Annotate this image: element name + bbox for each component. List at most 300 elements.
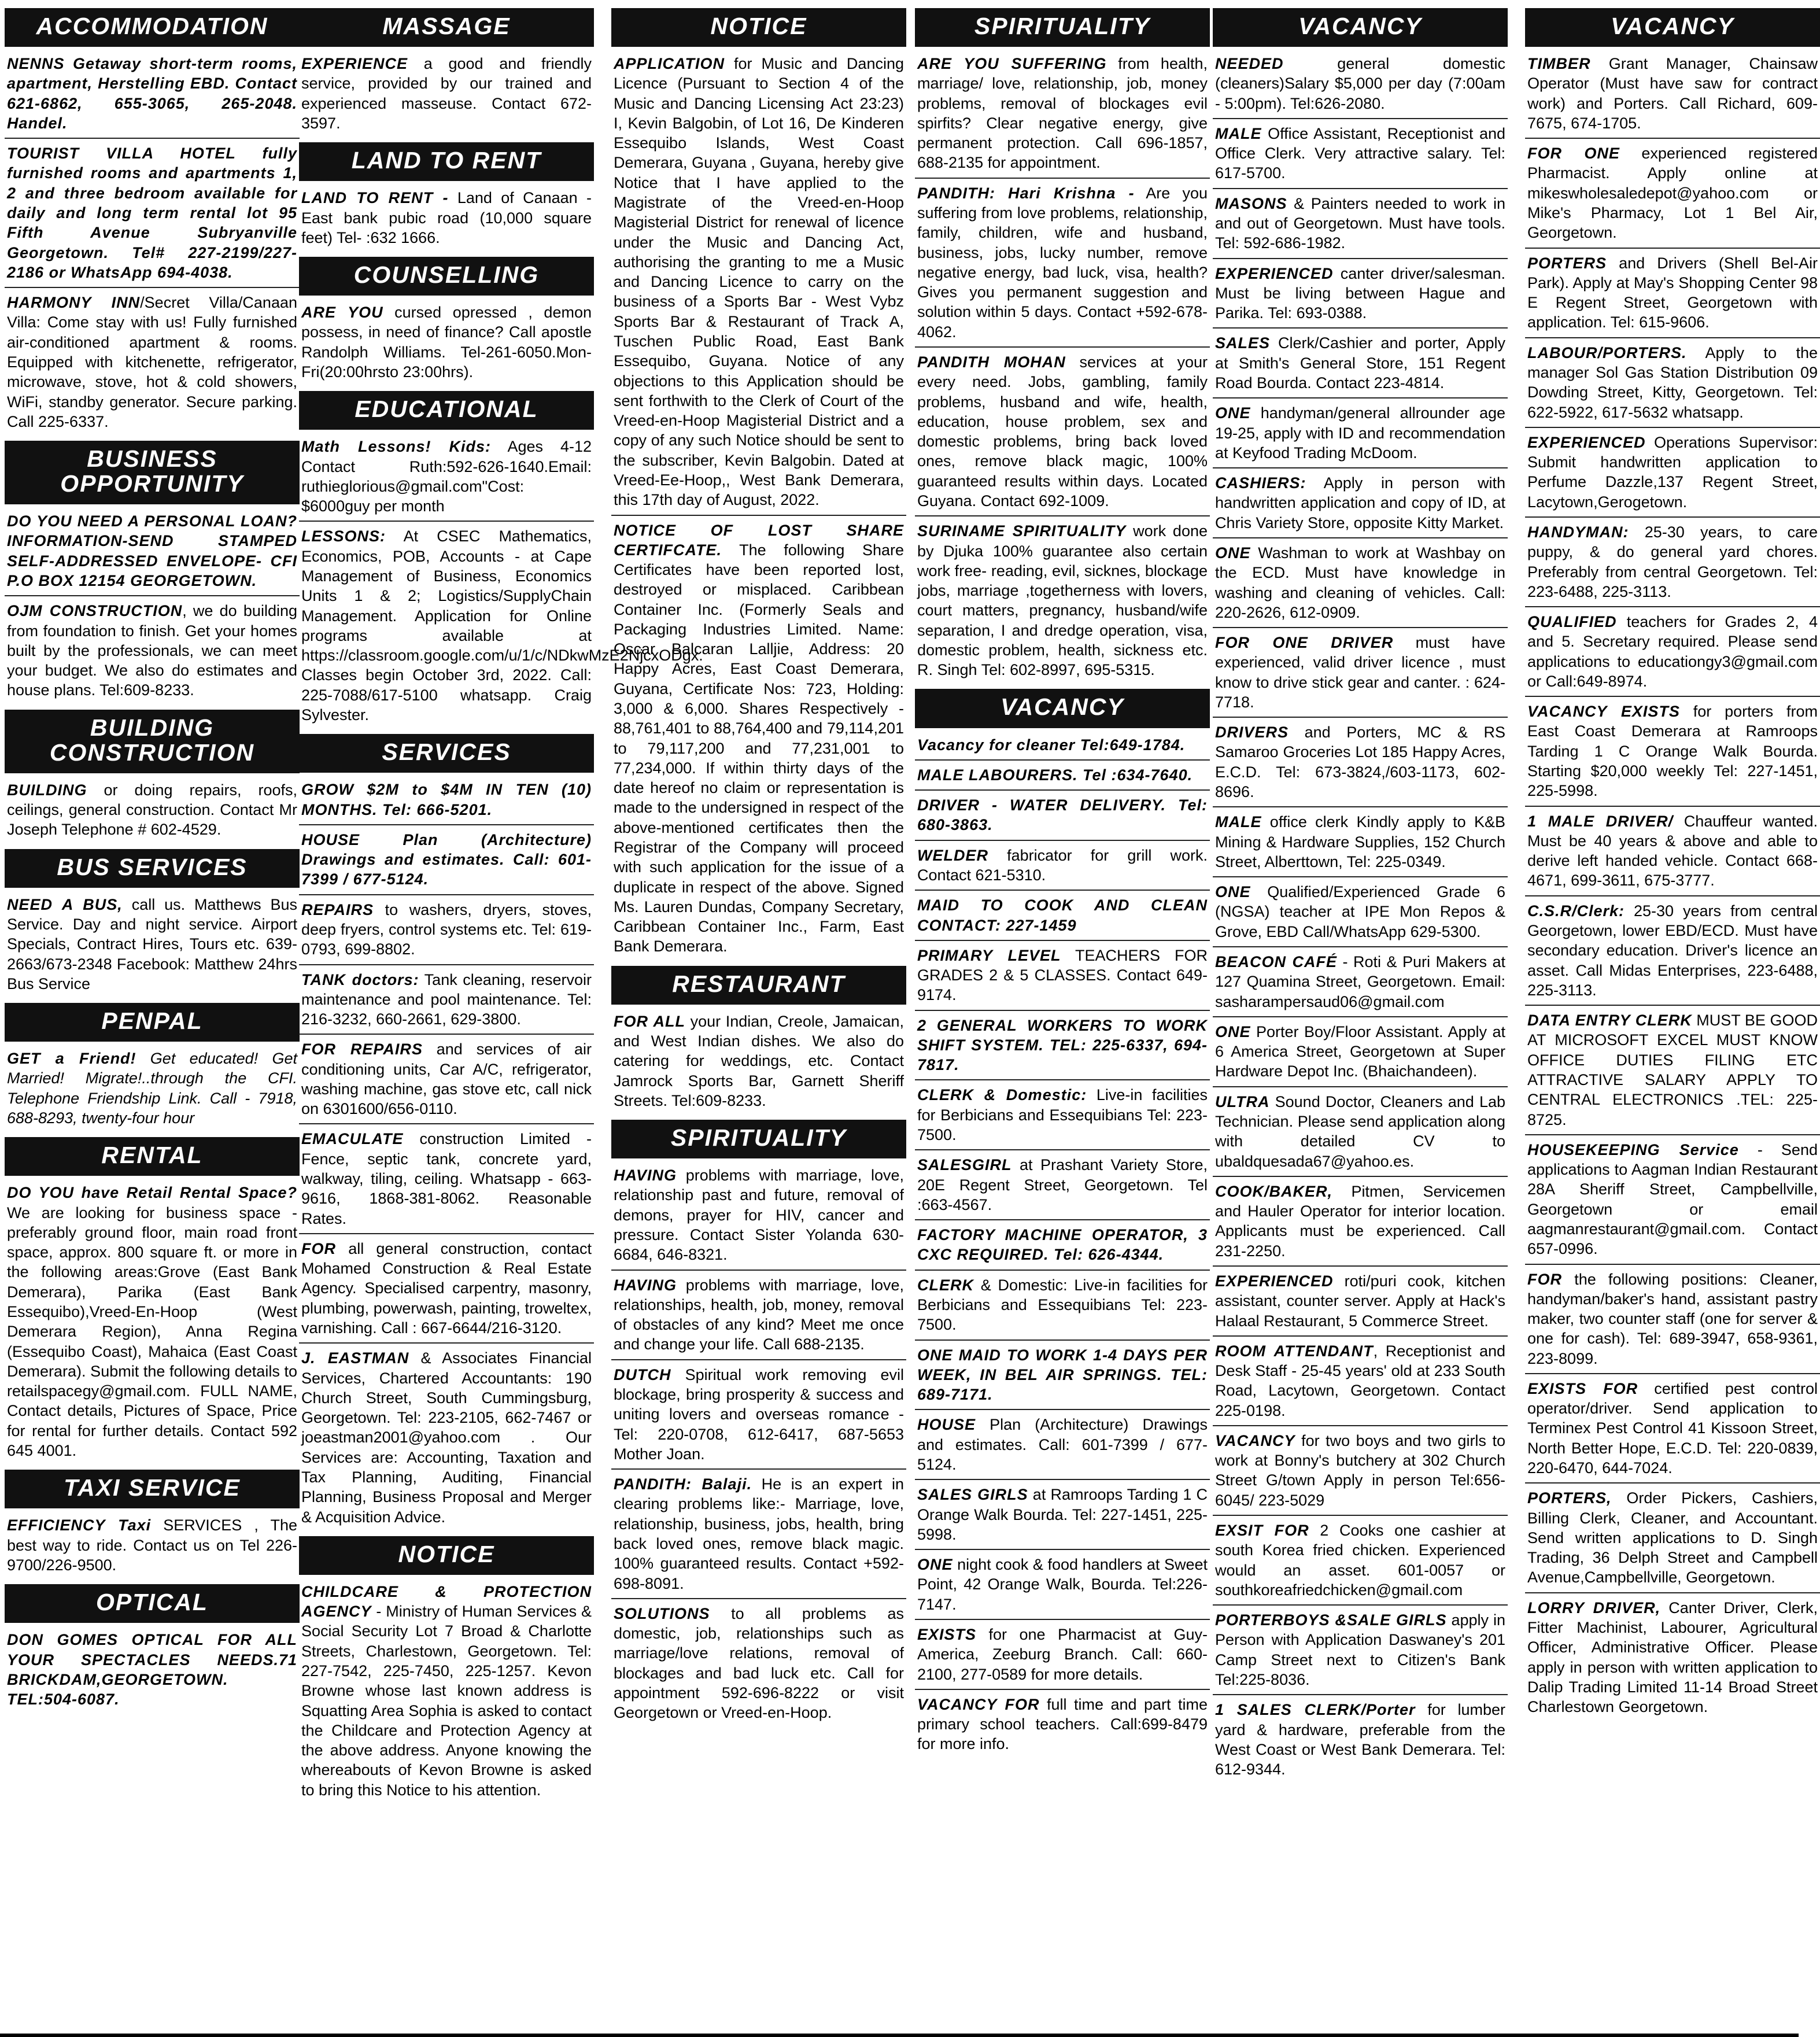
section-counselling [299, 257, 594, 386]
column-3 [611, 5, 906, 2029]
ad-keyword: DRIVERS [1215, 724, 1289, 741]
ad-body: all general construction, contact Mohamed Construction & Real Estate Agency. Specialised carpentry, masonry, plumbing, powerwash, painting, troweltex, varnishing. Call : 667-6644/216-3120. [301, 1239, 592, 1337]
ad-body: Apply in person with handwritten application and copy of ID, at Chris Variety Store, opposite Kitty Market. [1215, 474, 1505, 532]
classified-ad [915, 1344, 1210, 1411]
section-header: SERVICES [299, 734, 594, 773]
ad-body: Sound Doctor, Cleaners and Lab Technician. Please send application along with detailed CV to ubaldquesada67@yahoo.es. [1215, 1093, 1505, 1170]
ad-keyword: SURINAME SPIRITUALITY [917, 522, 1127, 540]
classified-ad [915, 764, 1210, 791]
ad-body: Spiritual work removing evil blockage, bring prosperity & success and uniting lovers and overseas romance - Tel: 220-0708, 612-6417, 687-5653 Mother Joan. [614, 1366, 904, 1463]
ad-body: a good and friendly service, provided by our trained and experienced masseuse. Contact 672-3597. [301, 55, 592, 132]
ad-body: 2 Cooks one cashier at south Korea fried chicken. Experienced would an asset. 601-0057 or southkoreafriedchicken@gmail.com [1215, 1522, 1505, 1599]
ad-keyword: BUILDING [7, 781, 87, 799]
ad-keyword: ONE [1215, 544, 1251, 562]
classified-ad [611, 519, 906, 961]
classified-ad [5, 1514, 300, 1580]
ad-keyword: DO YOU have Retail Rental Space? [7, 1184, 297, 1202]
ad-body: Ages 4-12 Contact Ruth:592-626-1640.Email: ruthieglorious@gmail.com"Cost: $6000guy per month [301, 438, 592, 515]
ad-keyword: PORTERS, [1527, 1489, 1612, 1507]
ad-body: Qualified/Experienced Grade 6 (NGSA) teacher at IPE Mon Repos & Grove, EBD Call/WhatsApp 629-5300. [1215, 883, 1505, 940]
ad-keyword: EXISTS [917, 1625, 977, 1643]
ad-keyword: MAID TO COOK AND CLEAN CONTACT: 227-1459 [917, 896, 1208, 934]
ad-keyword: VACANCY EXISTS [1527, 703, 1680, 721]
ad-keyword: ONE [1215, 404, 1251, 422]
section-header: BUSINESS OPPORTUNITY [5, 441, 300, 504]
ad-body: certified pest control operator/driver. Send application to Terminex Pest Control 41 Kissoon Street, North Better Hope, E.C.D. Tel: 220-0839, 220-6470, 644-7024. [1527, 1379, 1818, 1477]
ad-keyword: NEED A BUS, [7, 895, 123, 913]
ad-keyword: MALE [1215, 813, 1262, 831]
ad-keyword: FOR [1527, 1270, 1562, 1288]
classified-ad [299, 829, 594, 895]
ad-body: your Indian, Creole, Jamaican, and West Indian dishes. We also do catering for weddings, etc. Contact Jamrock Sports Bar, Garnett Sheriff Streets. Tel:609-8233. [614, 1012, 904, 1109]
ad-body: construction Limited - Fence, septic tank, concrete yard, walkway, tiling, ceiling. Whatsapp - 663-9616, 1868-381-8062. Reasonable Rates. [301, 1130, 592, 1227]
section-header: EDUCATIONAL [299, 391, 594, 430]
ad-body: general domestic (cleaners)Salary $5,000 per day (7:00am - 5:00pm). Tel:626-2080. [1215, 55, 1505, 112]
ad-keyword: EXPERIENCE [301, 55, 408, 73]
classified-ad [1213, 951, 1508, 1017]
ad-keyword: 1 MALE DRIVER/ [1527, 812, 1674, 830]
ad-keyword: EXISTS FOR [1527, 1379, 1638, 1397]
classified-ad [915, 844, 1210, 891]
ad-keyword: SOLUTIONS [614, 1604, 710, 1622]
section-header: VACANCY [915, 689, 1210, 728]
ad-keyword: HOUSEKEEPING Service [1527, 1141, 1739, 1158]
ad-keyword: HAVING [614, 1276, 677, 1294]
ad-body: apply in Person with Application Daswaney's 201 Camp Street next to Citizen's Bank Tel:225-8036. [1215, 1611, 1505, 1689]
ad-keyword: EXPERIENCED [1527, 433, 1646, 451]
ad-body: canter driver/salesman. Must be living between Hague and Parika. Tel: 693-0388. [1215, 264, 1505, 322]
ad-body: Plan (Architecture) Drawings and estimates. Call: 601-7399 / 677-5124. [917, 1416, 1208, 1473]
section-restaurant [611, 966, 906, 1115]
section-vacancy [1213, 8, 1508, 1784]
ad-keyword: TIMBER [1527, 55, 1591, 73]
ad-keyword: CASHIERS: [1215, 474, 1306, 492]
classified-ad [611, 1274, 906, 1360]
ad-keyword: ONE [1215, 1023, 1251, 1040]
ad-keyword: GROW $2M to $4M IN TEN (10) MONTHS. Tel: 666-5201. [301, 781, 592, 818]
ad-keyword: ONE [1215, 883, 1251, 901]
ad-keyword: COOK/BAKER, [1215, 1182, 1333, 1200]
ad-body: for two boys and two girls to work at Bonny's butchery at 302 Church Street G/town Apply in person Tel:656-6045/ 223-5029 [1215, 1431, 1505, 1509]
ad-keyword: ONE [917, 1556, 953, 1574]
ad-body: Chauffeur wanted. Must be 40 years & above and able to derive left handed vehicle. Contact 668-4671, 699-3611, 675-3777. [1527, 812, 1818, 890]
classified-ad [915, 1154, 1210, 1220]
ad-body: problems with marriage, love, relationship past and future, removal of demons, prayer for HIV, cancer and pressure. Contact Sister Yolanda 630-6684, 646-8321. [614, 1167, 904, 1264]
ad-body: Office Assistant, Receptionist and Office Clerk. Very attractive salary. Tel: 617-5700. [1215, 124, 1505, 182]
ad-body: Apply to the manager Sol Gas Station Distribution 09 Dowding Street, Kitty, Georgetown. Tel: 622-5922, 617-5632 whatsapp. [1527, 344, 1818, 421]
classified-ad [1525, 252, 1820, 338]
classified-ad [915, 53, 1210, 179]
section-header: RESTAURANT [611, 966, 906, 1005]
classified-ad [1525, 611, 1820, 697]
classified-ad [915, 944, 1210, 1011]
ad-body: SERVICES , The best way to ride. Contact us on Tel 226-9700/226-9500. [7, 1516, 297, 1574]
column-5 [1213, 5, 1508, 2029]
section-header: NOTICE [299, 1536, 594, 1575]
classified-ad [1213, 123, 1508, 189]
ad-keyword: SALES [1215, 334, 1271, 352]
column-4 [915, 5, 1210, 2029]
ad-body: to all problems as domestic, job, relationships such as marriage/love relations, removal of blockages and bad luck etc. Call for appointment 592-696-8222 or visit Georgetown or Vreed-en-Hoop. [614, 1604, 904, 1722]
classified-ad [915, 1014, 1210, 1081]
ad-body: Get educated! Get Married! Migrate!..through the CFI. Telephone Friendship Link. Call - 7918, 688-8293, twenty-four hour [7, 1050, 297, 1127]
classified-ad [1213, 1180, 1508, 1267]
classified-ad [5, 779, 300, 844]
classified-ad [915, 734, 1210, 761]
ad-body: from health, marriage/ love, relationship, job, money problems, removal of blockages evil spirfits? Clear negative energy, give permanent protection. Call 696-1857, 688-2135 for appointment. [917, 55, 1208, 172]
ad-body: Washman to work at Washbay on the ECD. Must have knowledge in washing and cleaning of vehicles. Call: 220-2626, 612-0909. [1215, 544, 1505, 621]
classified-ad [5, 1047, 300, 1132]
ad-keyword: TOURIST VILLA HOTEL fully furnished rooms and apartments 1, 2 and three bedroom available for daily and long term rental lot 95 Fifth Avenue Subryanville Georgetown. Tel# 227-2199/227-2186 or WhatsApp 694-4038. [7, 145, 297, 281]
classified-ad [5, 894, 300, 998]
ad-keyword: QUALIFIED [1527, 613, 1617, 631]
classified-ad [1525, 1487, 1820, 1593]
classified-ad [915, 1274, 1210, 1341]
ad-body: and Porters, MC & RS Samaroo Groceries Lot 185 Happy Acres, E.C.D. Tel: 673-3824,/603-1173, 602-8696. [1215, 724, 1505, 801]
section-header: SPIRITUALITY [915, 8, 1210, 47]
ad-keyword: MASONS [1215, 194, 1287, 212]
ad-keyword: EXSIT FOR [1215, 1522, 1309, 1540]
section-header: MASSAGE [299, 8, 594, 47]
classified-ad [915, 1623, 1210, 1690]
ad-keyword: DO YOU NEED A PERSONAL LOAN? INFORMATION-SEND STAMPED SELF-ADDRESSED ENVELOPE- CFI P.O BOX 12154 GEORGETOWN. [7, 512, 297, 590]
classified-ad [611, 53, 906, 515]
classified-ad [299, 1347, 594, 1532]
ad-keyword: HARMONY INN [7, 294, 141, 312]
ad-body: and services of air conditioning units, Car A/C, refrigerator, washing machine, gas stove etc, call nick on 6301600/656-0110. [301, 1040, 592, 1118]
classified-ad [1213, 53, 1508, 119]
ad-body: for one Pharmacist at Guy-America, Zeeburg Branch. Call: 660-2100, 277-0589 for more details. [917, 1625, 1208, 1683]
classified-ad [611, 1603, 906, 1728]
ad-keyword: NENNS Getaway short-term rooms, apartment, Herstelling EBD. Contact 621-6862, 655-3065, 265-2048. Handel. [7, 55, 297, 132]
classified-ad [299, 778, 594, 825]
section-header: COUNSELLING [299, 257, 594, 296]
classified-ad [5, 291, 300, 436]
classified-ad [915, 1693, 1210, 1759]
ad-keyword: ROOM ATTENDANT [1215, 1342, 1374, 1360]
classified-ad [1213, 472, 1508, 538]
classified-ad [299, 301, 594, 386]
section-taxi-service [5, 1470, 300, 1580]
classified-ad [915, 182, 1210, 348]
classified-ad [299, 899, 594, 965]
ad-keyword: J. EASTMAN [301, 1349, 409, 1367]
section-vacancy [915, 689, 1210, 1758]
classified-ad [1213, 1340, 1508, 1426]
classified-ad [915, 1553, 1210, 1620]
ad-body: He is an expert in clearing problems like:- Marriage, love, relationship, business, jobs, health, bring back loved ones, remove black magic. 100% guaranteed results. Contact +592-698-8091. [614, 1475, 905, 1592]
classified-ad [1525, 1009, 1820, 1135]
classified-ad [299, 53, 594, 138]
ad-keyword: LESSONS: [301, 527, 386, 545]
ad-body: at Ramroops Tarding 1 C Orange Walk Bourda. Tel: 227-1451, 225-5998. [917, 1486, 1208, 1543]
classified-ad [1525, 1268, 1820, 1374]
classified-ad [915, 794, 1210, 841]
section-header: SPIRITUALITY [611, 1120, 906, 1158]
ad-keyword: C.S.R/Clerk: [1527, 902, 1625, 920]
ad-keyword: EXPERIENCED [1215, 264, 1334, 282]
classified-ad [1213, 542, 1508, 628]
classified-ad [611, 1473, 906, 1599]
ad-body: - Ministry of Human Services & Social Security Lot 7 Broad & Charlotte Streets, Charlestown, Georgetown. Tel: 227-7542, 225-7450, 225-1257. Kevon Browne whose last known address is Squatting Area Sophia is asked to contact the Childcare and Protection Agency at the above address. Anyone knowing the whereabouts of Kevon Browne is asked to bring this Notice to his attention. [301, 1603, 592, 1799]
ad-keyword: REPAIRS [301, 901, 374, 918]
ad-keyword: CLERK & Domestic: [917, 1086, 1087, 1104]
ad-keyword: EFFICIENCY Taxi [7, 1516, 152, 1534]
classified-ad [1525, 342, 1820, 428]
section-header: VACANCY [1525, 8, 1820, 47]
classified-ad [1213, 811, 1508, 877]
ad-body: Live-in facilities for Berbicians and Essequibians Tel: 223-7500. [917, 1086, 1208, 1144]
section-rental [5, 1137, 300, 1465]
ad-body: , we do building from foundation to finish. Get your homes built by the professionals, we can meet your budget. We also do estimates and house plans. Tel:609-8233. [7, 602, 297, 699]
ad-body: & Associates Financial Services, Chartered Accountants: 190 Church Street, South Cummingsburg, Georgetown. Tel: 223-2105, 662-7467 or joeastman2001@yahoo.com . Our Services are: Accounting, Taxation and Tax Planning, Auditing, Financial Planning, Business Proposal and Merger & Acquisition Advice. [301, 1349, 592, 1526]
section-header: RENTAL [5, 1137, 300, 1176]
section-notice [611, 8, 906, 961]
section-accommodation [5, 8, 300, 436]
classified-ad [299, 1581, 594, 1804]
classified-ad [1213, 402, 1508, 468]
classified-ad [915, 1224, 1210, 1271]
ad-body: at Prashant Variety Store, 20E Regent Street, Georgetown. Tel :663-4567. [917, 1156, 1208, 1213]
ad-keyword: DRIVER - WATER DELIVERY. Tel: 680-3863. [917, 796, 1208, 834]
ad-keyword: 2 GENERAL WORKERS TO WORK SHIFT SYSTEM. TEL: 225-6337, 694-7817. [917, 1016, 1208, 1074]
classified-ad [1525, 810, 1820, 896]
ad-body: handyman/general allrounder age 19-25, apply with ID and recommendation at Keyfood Trading McDoom. [1215, 404, 1505, 462]
ad-keyword: Vacancy for cleaner Tel:649-1784. [917, 736, 1186, 754]
section-penpal [5, 1003, 300, 1132]
ad-body: Porter Boy/Floor Assistant. Apply at 6 America Street, Georgetown at Super Hardware Depot Inc. (Bhaichandeen). [1215, 1023, 1505, 1080]
section-header: BUILDING CONSTRUCTION [5, 710, 300, 773]
ad-keyword: ONE MAID TO WORK 1-4 DAYS PER WEEK, IN BEL AIR SPRINGS. TEL: 689-7171. [917, 1346, 1208, 1404]
ad-keyword: VACANCY FOR [917, 1695, 1040, 1713]
ad-keyword: FOR ALL [614, 1012, 686, 1030]
classified-ad [1213, 193, 1508, 259]
ad-keyword: FOR ONE [1527, 145, 1620, 163]
classified-ad [5, 1182, 300, 1465]
ad-body: problems with marriage, love, relationships, health, job, money, removal of obstacles of any kind? Meet me once and change your life. Call 688-2135. [614, 1276, 904, 1353]
classified-ad [1213, 1699, 1508, 1784]
classified-ad [299, 525, 703, 729]
ad-keyword: FACTORY MACHINE OPERATOR, 3 CXC REQUIRED. Tel: 626-4344. [917, 1226, 1208, 1264]
classified-ad [1525, 431, 1820, 518]
ad-keyword: DATA ENTRY CLERK [1527, 1012, 1692, 1029]
classified-ad [611, 1364, 906, 1470]
ad-keyword: EXPERIENCED [1215, 1272, 1334, 1290]
section-notice [299, 1536, 594, 1804]
classified-ad [1213, 263, 1508, 329]
section-header: TAXI SERVICE [5, 1470, 300, 1508]
classified-ad [5, 1629, 300, 1714]
classified-ad [299, 1038, 594, 1124]
ad-body: experienced registered Pharmacist. Apply online at mikeswholesaledepot@yahoo.com or Mike's Pharmacy, Lot 1 Bel Air, Georgetown. [1527, 145, 1818, 242]
ad-body: The following Share Certificates have been reported lost, destroyed or misplaced. Caribbean Container Inc. (Formerly Seals and Packaging Industries Limited. Name: Oscar Balcaran Lalljie, Address: 20 Happy Acres, East Coast Demerara, Guyana, Certificate Nos: 723, Holding: 3,000 & 6,000. Shares Respectively - 88,761,401 to 88,764,400 and 79,114,201 to 79,117,200 and 77,231,001 to 77,234,000. If within thirty days of the date hereof no claim or representation is made to the undersigned in respect of the above-mentioned certificates then the Registrar of the Company will proceed with such application for the issue of a duplicate in respect of the above. Signed Ms. Lauren Dundas, Company Secretary, Caribbean Container Inc., Farm, East Bank Demerara. [614, 541, 904, 955]
classified-ad [299, 969, 594, 1035]
section-header: BUS SERVICES [5, 849, 300, 888]
classified-ad [1213, 721, 1508, 807]
ad-keyword: APPLICATION [614, 55, 725, 73]
ad-body: At CSEC Mathematics, Economics, POB, Accounts - at Cape Management of Business, Economics Units 1 & 2; Logistics/SupplyChain Management. Application for Online programs available at https://classroom.google.com/u/1/c/NDkwMzE2NjcxODgx. Classes begin October 3rd, 2022. Call: 225-7088/617-5100 whatsapp. Craig Sylvester. [301, 527, 703, 724]
section-massage [299, 8, 594, 138]
ad-body: call us. Matthews Bus Service. Day and night service. Airport Specials, Contract Hires, Tours etc. 639-2663/673-2348 Facebook: Matthew 24hrs Bus Service [7, 895, 297, 992]
ad-keyword: OJM CONSTRUCTION [7, 602, 183, 620]
ad-body: teachers for Grades 2, 4 and 5. Secretary required. Please send applications to educationgy3@gmail.com or Call:649-8974. [1527, 613, 1818, 690]
ad-keyword: DON GOMES OPTICAL FOR ALL YOUR SPECTACLES NEEDS.71 BRICKDAM,GEORGETOWN. TEL:504-6087. [7, 1631, 297, 1708]
ad-keyword: LABOUR/PORTERS. [1527, 344, 1687, 361]
ad-body: cursed opressed , demon possess, in need of finance? Call apostle Randolph Williams. Tel-261-6050.Mon-Fri(20:00hrsto 23:00hrs). [301, 304, 592, 381]
section-services [299, 734, 594, 1532]
ad-body: MUST BE GOOD AT MICROSOFT EXCEL MUST KNOW OFFICE DUTIES FILING ETC ATTRACTIVE SALARY APPLY TO CENTRAL ELECTRONICS .TEL: 225-8725. [1527, 1012, 1818, 1128]
section-building-construction [5, 710, 300, 844]
classified-ad [1525, 1139, 1820, 1265]
section-land-to-rent [299, 142, 594, 252]
ad-keyword: PANDITH: Balaji. [614, 1475, 752, 1493]
classified-ad [611, 1010, 906, 1115]
ad-keyword: HOUSE [917, 1416, 976, 1434]
ad-keyword: SALESGIRL [917, 1156, 1012, 1174]
classified-ad [1213, 1270, 1508, 1337]
classified-ad [915, 520, 1210, 684]
classified-ad [5, 600, 300, 704]
section-header: ACCOMMODATION [5, 8, 300, 47]
classified-ad [1213, 332, 1508, 398]
ad-body: for lumber yard & hardware, preferable from the West Coast or West Bank Demerara. Tel: 612-9344. [1215, 1701, 1506, 1778]
ad-body: Canter Driver, Clerk, Fitter Machinist, Labourer, Agricultural Officer, Administrative Officer. Please apply in person with written application to Dalip Trading Limited 11-14 Broad Street Charlestown Georgetown. [1527, 1599, 1818, 1716]
classified-ad [1213, 1091, 1508, 1177]
ad-keyword: CLERK [917, 1276, 974, 1294]
classified-ad [915, 351, 1210, 516]
classified-ad [299, 1238, 594, 1344]
ad-keyword: ULTRA [1215, 1093, 1270, 1110]
section-educational [299, 391, 703, 729]
section-bus-services [5, 849, 300, 998]
section-header: OPTICAL [5, 1584, 300, 1623]
section-spirituality [915, 8, 1210, 684]
ad-keyword: 1 SALES CLERK/Porter [1215, 1701, 1416, 1719]
ad-body: - Send applications to Aagman Indian Restaurant 28A Sheriff Street, Campbellville, Georgetown or email aagmanrestaurant@gmail.com. Contact 657-0996. [1527, 1141, 1818, 1258]
ad-body: or doing repairs, roofs, ceilings, general construction. Contact Mr Joseph Telephone # 602-4529. [7, 781, 297, 839]
ad-body: work done by Djuka 100% guarantee also certain work free- reading, evil, sicknes, blockage jobs, marriage ,togetherness with lovers, court matters, pregnancy, husband/wife separation, I and dredge operation, visa, domestic problem, health, sickness etc. R. Singh Tel: 602-8997, 695-5315. [917, 522, 1208, 679]
ad-keyword: TANK doctors: [301, 970, 419, 988]
ad-keyword: FOR ONE DRIVER [1215, 634, 1394, 652]
classified-ad [5, 510, 300, 596]
classified-ad [1525, 900, 1820, 1006]
ad-body: services at your every need. Jobs, gambling, family problems, husband and wife, health, education, house problem, sex and domestic problems, bring back loved ones, remove black magic, 100% guaranteed results within days. Located Guyana. Contact 692-1009. [917, 353, 1208, 510]
classified-ad [1525, 1378, 1820, 1484]
ad-body: 25-30 years from central Georgetown, lower EBD/ECD. Must have secondary education. Driver's licence an asset. Call Midas Enterprises, 223-6488, 225-3113. [1527, 902, 1818, 999]
ad-body: Tank cleaning, reservoir maintenance and pool maintenance. Tel: 216-3232, 660-2661, 629-3800. [301, 970, 592, 1028]
ad-keyword: LORRY DRIVER, [1527, 1599, 1661, 1617]
ad-keyword: LAND TO RENT - [301, 189, 449, 207]
classified-ad [915, 1414, 1210, 1480]
ad-body: full time and part time primary school teachers. Call:699-8479 for more info. [917, 1695, 1208, 1753]
classified-ad [1213, 1021, 1508, 1087]
ad-keyword: PORTERBOYS &SALE GIRLS [1215, 1611, 1447, 1629]
section-spirituality [611, 1120, 906, 1727]
ad-body: & Painters needed to work in and out of Georgetown. Must have tools. Tel: 592-686-1982. [1215, 194, 1505, 252]
classified-ad [1525, 53, 1820, 139]
ad-body: Land of Canaan - East bank pubic road (10,000 square feet) Tel- :632 1666. [301, 189, 592, 246]
ad-body: Operations Supervisor: Submit handwritten application to Perfume Dazzle,137 Regent Street, Lacytown,Gerogetown. [1527, 433, 1818, 511]
ad-keyword: NEEDED [1215, 55, 1284, 73]
ad-body: - Roti & Puri Makers at 127 Quamina Street, Georgetown. Email: sasharampersaud06@gmail.com [1215, 953, 1505, 1010]
section-header: PENPAL [5, 1003, 300, 1042]
page-bottom-rule [0, 2034, 1799, 2037]
classified-ad [1525, 142, 1820, 248]
section-vacancy [1525, 8, 1820, 1721]
ad-body: office clerk Kindly apply to K&B Mining & Hardware Supplies, 152 Church Street, Alberttown, Tel: 225-0349. [1215, 813, 1505, 870]
ad-keyword: NOTICE OF LOST SHARE CERTIFCATE. [614, 521, 904, 559]
ad-keyword: PORTERS [1527, 254, 1607, 272]
ad-keyword: Math Lessons! Kids: [301, 438, 491, 456]
ad-keyword: ARE YOU [301, 304, 383, 322]
ad-keyword: MALE LABOURERS. Tel :634-7640. [917, 766, 1193, 784]
ad-keyword: GET a Friend! [7, 1050, 136, 1068]
section-business-opportunity [5, 441, 300, 705]
ad-body: roti/puri cook, kitchen assistant, counter server. Apply at Hack's Halaal Restaurant, 5 Commerce Street. [1215, 1272, 1505, 1330]
ad-body: /Secret Villa/Canaan Villa: Come stay with us! Fully furnished air-conditioned apartment & rooms. Equipped with kitchenette, refrigerator, microwave, stove, hot & cold showers, WiFi, standby generator. Secure parking. Call 225-6337. [7, 294, 297, 430]
ad-body: We are looking for business space - preferably ground floor, main road front space, approx. 800 square ft. or more in the following areas:Grove (East Bank Demerara), Parika (East Bank Essequibo),Vreed-En-Hoop (West Demerara Region), Anna Regina (Essequibo Coast), Mahaica (East Coast Demerara). Submit the following details to retailspacegy@gmail.com. FULL NAME, Contact details, Pictures of Space, Price for rental for further details. Contact 592 645 4001. [7, 1204, 297, 1459]
classified-ad [5, 53, 300, 139]
classified-ad [1525, 1597, 1820, 1722]
ad-body: Grant Manager, Chainsaw Operator (Must have saw for contract work) and Porters. Call Richard, 609-7675, 674-1705. [1527, 55, 1818, 132]
section-header: NOTICE [611, 8, 906, 47]
ad-keyword: HAVING [614, 1167, 677, 1184]
ad-body: Are you suffering from love problems, relationship, family, children, wife and husband, business, jobs, lucky number, remove negative energy, bad luck, visa, health? Gives you permanent suggestion and solution within 5 days. Contact +592-678-4062. [917, 184, 1208, 341]
ad-keyword: BEACON CAFÉ [1215, 953, 1337, 971]
ad-body: to washers, dryers, stoves, deep fryers, control systems etc. Tel: 619-0793, 699-8802. [301, 901, 592, 958]
ad-body: , Receptionist and Desk Staff - 25-45 years' old at 233 South Road, Lacytown, Georgetown. Contact 225-0198. [1215, 1342, 1506, 1419]
classified-ad [1213, 1519, 1508, 1606]
section-header: LAND TO RENT [299, 142, 594, 181]
ad-body: must have experienced, valid driver licence , must know to drive stick gear and canter. : 624-7718. [1215, 634, 1505, 711]
ad-body: the following positions: Cleaner, handyman/baker's hand, assistant pastry maker, two counter staff (one for server & one for cash). Tel: 689-3947, 658-9361, 223-8099. [1527, 1270, 1818, 1367]
ad-body: for porters from East Coast Demerara at Ramroops Tarding 1 C Orange Walk Bourda. Starting $20,000 weekly Tel: 227-1451, 225-5998. [1527, 703, 1818, 800]
ad-keyword: MALE [1215, 124, 1262, 142]
classified-ad [915, 1084, 1210, 1150]
ad-body: 25-30 years, to care puppy, & do general yard chores. Preferably from central Georgetown. Tel: 223-6488, 225-3113. [1527, 523, 1818, 600]
classified-ad [299, 187, 594, 252]
ad-keyword: PRIMARY LEVEL [917, 946, 1061, 964]
ad-keyword: PANDITH: Hari Krishna - [917, 184, 1135, 202]
ad-body: for Music and Dancing Licence (Pursuant to Section 4 of the Music and Dancing Licensing Act 23:23) I, Kevin Balgobin, of Lot 16, De Kinderen Essequibo Islands, West Coast Demerara, Guyana , Guyana, hereby give Notice that I have applied to the Magistrate of the Vreed-en-Hoop Magisterial District for renewal of licence under the Music and Dancing Act, authorising the granting to me a Music and Dancing Licence to carry on the business of a Sports Bar - West Vybz Sports Bar & Restaurant of Track A, Tuschen Public Road, East Bank Essequibo, Guyana. Notice of any objections to this Application should be sent forthwith to the Clerk of Court of the Vreed-en-Hoop Magisterial District and a copy of any such Notice should be sent to the subscriber, Kevin Balgobin. Dated at Vreed-Ee-Hoop,, West Bank Demerara, this 17th day of August, 2022. [614, 55, 904, 509]
ad-keyword: FOR [301, 1239, 336, 1257]
classified-ad [1213, 632, 1508, 718]
ad-body: fabricator for grill work. Contact 621-5310. [917, 846, 1208, 884]
ad-keyword: FOR REPAIRS [301, 1040, 423, 1058]
ad-keyword: EMACULATE [301, 1130, 404, 1148]
classified-ad [5, 142, 300, 288]
column-1 [5, 5, 300, 2029]
classified-ad [915, 894, 1210, 941]
ad-keyword: WELDER [917, 846, 988, 864]
section-header: VACANCY [1213, 8, 1508, 47]
ad-keyword: CHILDCARE & PROTECTION AGENCY [301, 1582, 592, 1621]
classified-ad [1525, 700, 1820, 806]
classified-ad [1213, 881, 1508, 947]
section-optical [5, 1584, 300, 1714]
classified-ad [299, 1128, 594, 1234]
ad-body: Clerk/Cashier and porter, Apply at Smith's General Store, 151 Regent Road Bourda. Contact 223-4814. [1215, 334, 1505, 392]
classified-ad [299, 436, 594, 522]
ad-keyword: PANDITH MOHAN [917, 353, 1066, 371]
ad-body: TEACHERS FOR GRADES 2 & 5 CLASSES. Contact 649-9174. [917, 946, 1208, 1004]
column-6 [1525, 5, 1820, 2029]
classified-ad [1213, 1609, 1508, 1695]
ad-body: & Domestic: Live-in facilities for Berbicians and Essequibians Tel: 223-7500. [917, 1276, 1208, 1334]
ad-body: Order Pickers, Cashiers, Billing Clerk, Cleaner, and Accountant. Send written applications to D. Singh Trading, 36 Delph Street and Campbell Avenue,Campbellville, Georgetown. [1527, 1489, 1818, 1586]
classified-ad [1213, 1430, 1508, 1516]
ad-keyword: HOUSE Plan (Architecture) Drawings and estimates. Call: 601-7399 / 677-5124. [301, 831, 592, 888]
